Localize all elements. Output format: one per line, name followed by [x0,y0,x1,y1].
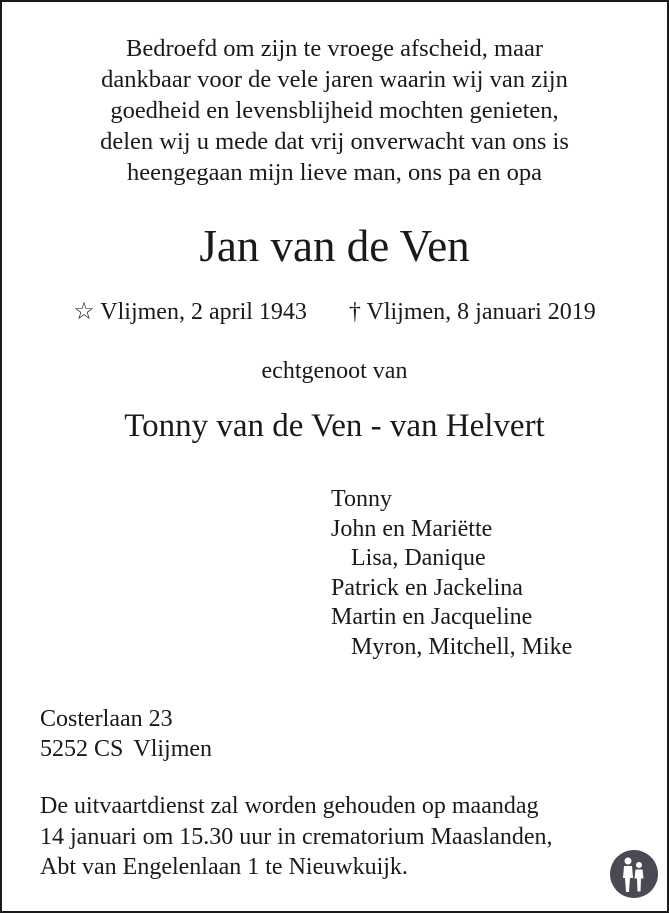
cross-icon: † [348,299,361,325]
address [40,704,212,764]
star-icon: ☆ [73,299,95,325]
address-postcode: 5252 CS [40,736,124,762]
address-street: Costerlaan 23 [40,706,173,732]
funeral-service-info [40,791,553,883]
service-line: 14 januari om 15.30 uur in crematorium Maaslanden, [40,823,553,850]
service-line: De uitvaartdienst zal worden gehouden op maandag [40,793,539,819]
intro-line: delen wij u mede dat vrij onverwacht van ons is [100,128,569,155]
intro-line: dankbaar voor de vele jaren waarin wij van zijn [101,66,568,93]
intro-text [40,33,629,188]
family-grandchildren: Lisa, Danique [351,545,486,571]
family-member: Martin en Jacqueline [331,604,533,630]
family-member: Tonny [331,486,392,512]
intro-line: Bedroefd om zijn te vroege afscheid, maar [125,35,543,62]
intro-line: heengegaan mijn lieve man, ons pa en opa [127,159,542,186]
death-date: Vlijmen, 8 januari 2019 [366,299,596,325]
family-member: John en Mariëtte [331,515,493,542]
family-list [331,485,572,662]
spouse-name: Tonny van de Ven - van Helvert [124,408,545,444]
family-grandchildren: Myron, Mitchell, Mike [351,633,573,660]
birth-date: Vlijmen, 2 april 1943 [100,299,307,325]
deceased-name: Jan van de Ven [199,221,470,271]
relation-label: echtgenoot van [261,358,408,384]
family-member: Patrick en Jackelina [331,574,523,601]
address-city: Vlijmen [133,736,213,762]
memorial-figures-logo-icon [610,850,658,898]
service-line: Abt van Engelenlaan 1 te Nieuwkuijk. [40,854,408,880]
intro-line: goedheid en levensblijheid mochten genieten, [110,97,559,124]
life-dates [0,296,669,328]
